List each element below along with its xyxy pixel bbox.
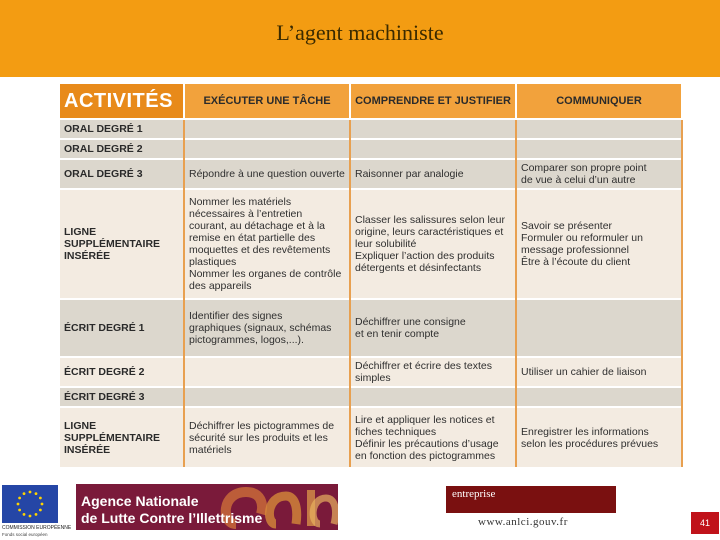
cell-text-line: ORAL DEGRÉ 2 bbox=[64, 143, 143, 155]
eu-subcaption: Fonds social européen bbox=[2, 532, 48, 537]
activities-table-container bbox=[60, 84, 682, 462]
row-label bbox=[60, 159, 184, 189]
cell-comprendre bbox=[350, 159, 516, 189]
cell-text-line: Nommer les matériels bbox=[189, 196, 292, 208]
cell-text-line: et en tenir compte bbox=[355, 328, 440, 340]
cell-text-line: courant, au détachage et à la bbox=[189, 220, 326, 232]
cell-communiquer bbox=[516, 139, 682, 159]
eu-logo bbox=[0, 483, 72, 540]
cell-text-line: Déchiffrer les pictogrammes de bbox=[189, 419, 335, 432]
cell-text-line: Comparer son propre point bbox=[521, 162, 647, 174]
cell-text-line: sécurité sur les produits et les bbox=[189, 431, 328, 444]
cell-communiquer bbox=[516, 407, 682, 467]
cell-text-line: nécessaires à l’entretien bbox=[189, 208, 303, 220]
cell-comprendre bbox=[350, 119, 516, 139]
cell-comprendre bbox=[350, 189, 516, 299]
eu-star bbox=[29, 515, 32, 518]
cell-text-line: Définir les précautions d’usage bbox=[355, 437, 499, 450]
activities-table bbox=[60, 84, 683, 467]
cell-text-line: pictogrammes, logos,...). bbox=[189, 334, 304, 346]
cell-executer bbox=[184, 189, 350, 299]
row-label bbox=[60, 119, 184, 139]
cell-comprendre bbox=[350, 139, 516, 159]
row-label bbox=[60, 387, 184, 407]
table-row bbox=[60, 159, 682, 189]
cell-text-line: Déchiffrer et écrire des textes bbox=[355, 360, 492, 372]
table-row bbox=[60, 119, 682, 139]
cell-executer bbox=[184, 357, 350, 387]
cell-text-line: Classer les salissures selon leur bbox=[355, 214, 505, 226]
cell-text-line: SUPPLÉMENTAIRE bbox=[64, 238, 161, 250]
cell-communiquer bbox=[516, 159, 682, 189]
table-header-row bbox=[60, 84, 682, 119]
cell-text-line: Identifier des signes bbox=[189, 310, 283, 322]
cell-text-line: ORAL DEGRÉ 3 bbox=[64, 168, 143, 180]
cell-communiquer bbox=[516, 299, 682, 357]
eu-star bbox=[18, 509, 21, 512]
cell-comprendre bbox=[350, 387, 516, 407]
row-label bbox=[60, 407, 184, 467]
cell-executer bbox=[184, 159, 350, 189]
eu-star bbox=[35, 492, 38, 495]
eu-star bbox=[29, 491, 32, 494]
website-url[interactable]: www.anlci.gouv.fr bbox=[478, 516, 568, 528]
cell-text-line: INSÉRÉE bbox=[64, 250, 111, 262]
cell-text-line: Lire et appliquer les notices et bbox=[355, 413, 495, 426]
cell-text-line: graphiques (signaux, schémas bbox=[189, 322, 332, 334]
eu-caption: COMMISSION EUROPÉENNE bbox=[2, 525, 72, 531]
cell-text-line: leur solubilité bbox=[355, 238, 417, 250]
row-label bbox=[60, 299, 184, 357]
cell-communiquer bbox=[516, 387, 682, 407]
cell-text-line: SUPPLÉMENTAIRE bbox=[64, 431, 161, 444]
cell-comprendre bbox=[350, 357, 516, 387]
cell-text-line: Répondre à une question ouverte bbox=[189, 168, 345, 180]
cell-text-line: LIGNE bbox=[64, 419, 97, 432]
cell-text-line: matériels bbox=[189, 443, 232, 456]
cell-text-line: selon les procédures prévues bbox=[521, 437, 659, 450]
header-executer: EXÉCUTER UNE TÂCHE bbox=[184, 84, 350, 119]
row-label bbox=[60, 139, 184, 159]
eu-star bbox=[39, 509, 42, 512]
cell-executer bbox=[184, 119, 350, 139]
cell-text-line: de vue à celui d’un autre bbox=[521, 174, 636, 186]
eu-star bbox=[35, 513, 38, 516]
table-row bbox=[60, 407, 682, 467]
cell-communiquer bbox=[516, 189, 682, 299]
cell-text-line: Utiliser un cahier de liaison bbox=[521, 366, 647, 378]
cell-text-line: ÉCRIT DEGRÉ 2 bbox=[64, 366, 145, 378]
cell-text-line: Enregistrer les informations bbox=[521, 425, 649, 438]
header-activites: ACTIVITÉS bbox=[60, 84, 184, 119]
cell-text-line: message professionnel bbox=[521, 244, 629, 256]
cell-text-line: Nommer les organes de contrôle bbox=[189, 268, 342, 280]
cell-text-line: simples bbox=[355, 372, 391, 384]
cell-text-line: Formuler ou reformuler un bbox=[521, 232, 643, 244]
cell-text-line: ÉCRIT DEGRÉ 1 bbox=[64, 322, 145, 334]
cell-text-line: ÉCRIT DEGRÉ 3 bbox=[64, 391, 145, 403]
row-label bbox=[60, 189, 184, 299]
table-row bbox=[60, 189, 682, 299]
table-row bbox=[60, 299, 682, 357]
cell-text-line: INSÉRÉE bbox=[64, 443, 111, 456]
row-label bbox=[60, 357, 184, 387]
cell-text-line: Expliquer l’action des produits bbox=[355, 250, 495, 262]
cell-text-line: en fonction des pictogrammes bbox=[355, 449, 496, 462]
cell-text-line: des appareils bbox=[189, 280, 252, 292]
table-row bbox=[60, 357, 682, 387]
header-comprendre: COMPRENDRE ET JUSTIFIER bbox=[350, 84, 516, 119]
eu-flag-icon bbox=[2, 485, 58, 523]
slide-title: L’agent machiniste bbox=[276, 20, 444, 45]
page-number: 41 bbox=[691, 512, 719, 534]
cell-communiquer bbox=[516, 357, 682, 387]
cell-text-line: origine, leurs caractéristiques et bbox=[355, 226, 504, 238]
cell-text-line: Être à l’écoute du client bbox=[521, 256, 631, 268]
cell-executer bbox=[184, 299, 350, 357]
eu-star bbox=[39, 497, 42, 500]
anlci-logo bbox=[76, 484, 338, 530]
cell-executer bbox=[184, 139, 350, 159]
cell-text-line: Déchiffrer une consigne bbox=[355, 316, 466, 328]
cell-executer bbox=[184, 407, 350, 467]
cell-text-line: remise en état partielle des bbox=[189, 232, 316, 244]
anlci-title-line1: Agence Nationale bbox=[81, 493, 199, 509]
cell-comprendre bbox=[350, 407, 516, 467]
eu-star bbox=[17, 503, 20, 506]
cell-text-line: moquettes et des revêtements bbox=[189, 244, 331, 256]
cell-text-line: détergents et désinfectants bbox=[355, 262, 482, 274]
cell-comprendre bbox=[350, 299, 516, 357]
cell-text-line: plastiques bbox=[189, 256, 237, 268]
cell-text-line: ORAL DEGRÉ 1 bbox=[64, 123, 143, 135]
cell-text-line: LIGNE bbox=[64, 226, 97, 238]
eu-star bbox=[18, 497, 21, 500]
eu-star bbox=[41, 503, 44, 506]
entreprise-label: entreprise bbox=[452, 488, 496, 500]
eu-star bbox=[23, 513, 26, 516]
cell-executer bbox=[184, 387, 350, 407]
eu-star bbox=[23, 492, 26, 495]
cell-text-line: Raisonner par analogie bbox=[355, 168, 464, 180]
cell-text-line: fiches techniques bbox=[355, 425, 437, 438]
cell-text-line: Savoir se présenter bbox=[521, 220, 613, 232]
table-row bbox=[60, 139, 682, 159]
anlci-title-line2: de Lutte Contre l’Illettrisme bbox=[81, 510, 263, 526]
table-row bbox=[60, 387, 682, 407]
header-communiquer: COMMUNIQUER bbox=[516, 84, 682, 119]
cell-communiquer bbox=[516, 119, 682, 139]
entreprise-banner bbox=[446, 486, 616, 513]
